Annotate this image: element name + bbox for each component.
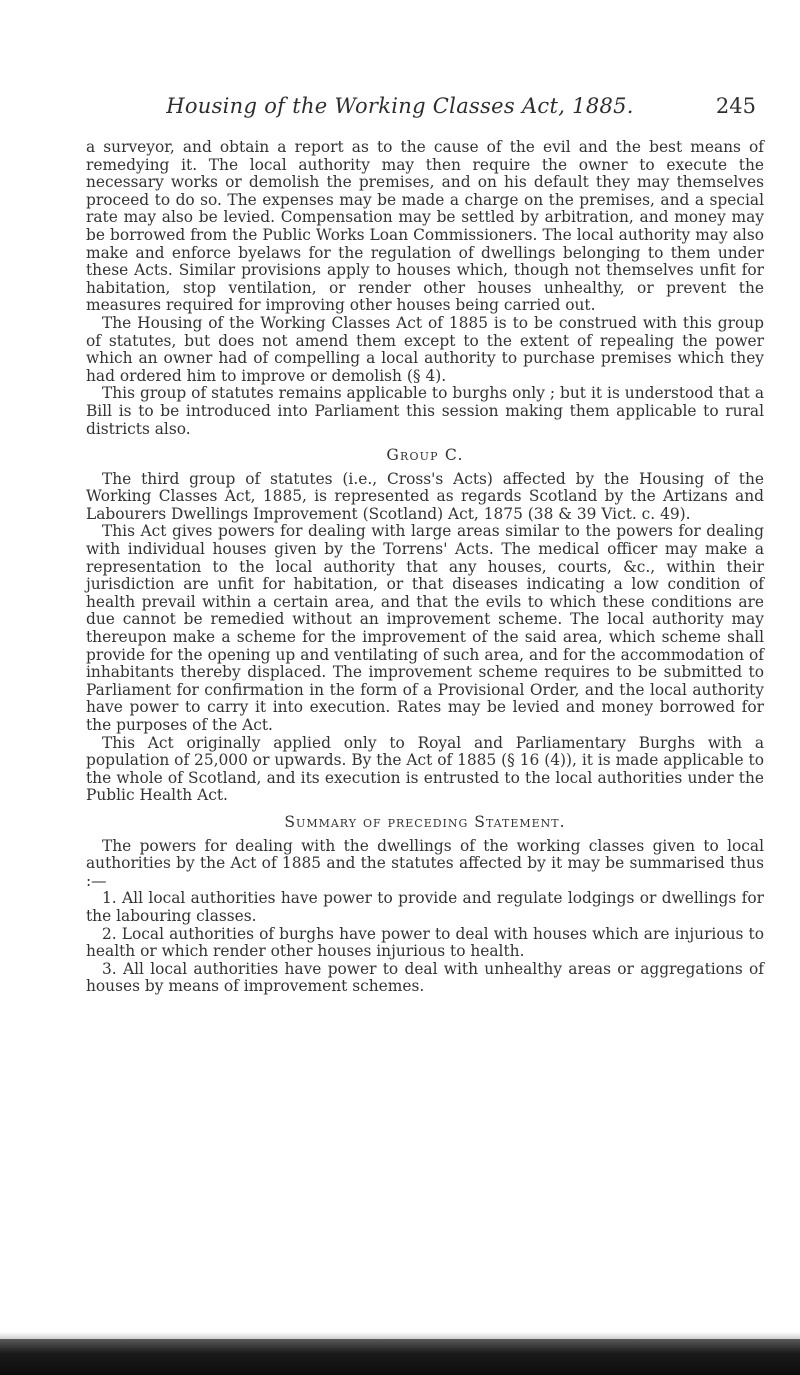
page-header <box>0 94 800 128</box>
paragraph-4: The third group of statutes (i.e., Cross's Acts) affected by the Housing of the Working Classes Act, 1885, is represented as regards Scotland by the Artizans and Labourers Dwellings Improvement (Scotland) Act, 1875 (38 & 39 Vict. c. 49). <box>86 469 764 523</box>
paragraph-6: This Act originally applied only to Royal and Parliamentary Burghs with a population of 25,000 or upwards. By the Act of 1885 (§ 16 (4)), it is made applicable to the whole of Scotland, and its execution is entrusted to the local authorities under the Public Health Act. <box>86 733 764 805</box>
running-title: Housing of the Working Classes Act, 1885. <box>166 94 634 118</box>
paragraph-7: The powers for dealing with the dwellings of the working classes given to local authorities by the Act of 1885 and the statutes affected by it may be summarised thus :— <box>86 836 764 890</box>
summary-item-2: 2. Local authorities of burghs have power to deal with houses which are injurious to health or which render other houses injurious to health. <box>86 924 764 961</box>
paragraph-2: The Housing of the Working Classes Act of 1885 is to be construed with this group of statutes, but does not amend them except to the extent of repealing the power which an owner had of compelling a local authority to purchase premises which they had ordered him to improve or demolish (§ 4). <box>86 313 764 385</box>
summary-item-1: 1. All local authorities have power to provide and regulate lodgings or dwellings for the labouring classes. <box>86 889 764 925</box>
group-c-heading: Group C. <box>386 446 464 465</box>
page-number: 245 <box>715 94 756 118</box>
paragraph-3: This group of statutes remains applicable to burghs only ; but it is understood that a Bill is to be introduced into Parliament this session making them applicable to rural districts also. <box>86 384 764 438</box>
page-body <box>86 139 764 996</box>
scan-bottom-strip <box>0 1339 800 1375</box>
page-edge-shadow <box>0 1332 800 1339</box>
summary-heading: Summary of preceding Statement. <box>284 812 566 831</box>
paragraph-1: a surveyor, and obtain a report as to the cause of the evil and the best means of remedying it. The local authority may then require the owner to execute the necessary works or demolish the premises, and on his default they may themselves proceed to do so. The expenses may be made a charge on the premises, and a special rate may also be levied. Compensation may be settled by arbitration, and money may be borrowed from the Public Works Loan Commissioners. The local authority may also make and enforce byelaws for the regulation of dwellings belonging to them under these Acts. Similar provisions apply to houses which, though not themselves unfit for habitation, stop ventilation, or render other houses unhealthy, or prevent the measures required for improving other houses being carried out. <box>86 138 764 315</box>
paragraph-5: This Act gives powers for dealing with large areas similar to the powers for dealing with individual houses given by the Torrens' Acts. The medical officer may make a representation to the local authority that any houses, courts, &c., within their jurisdiction are unfit for habitation, or that diseases indicating a low condition of health prevail within a certain area, and that the evils to which these conditions are due cannot be remedied without an improvement scheme. The local authority may thereupon make a scheme for the improvement of the said area, which scheme shall provide for the opening up and ventilating of such area, and for the accommodation of inhabitants thereby displaced. The improvement scheme requires to be submitted to Parliament for confirmation in the form of a Provisional Order, and the local authority have power to carry it into execution. Rates may be levied and money borrowed for the purposes of the Act. <box>86 522 764 734</box>
summary-item-3: 3. All local authorities have power to deal with unhealthy areas or aggregations of houses by means of improvement schemes. <box>86 959 764 996</box>
